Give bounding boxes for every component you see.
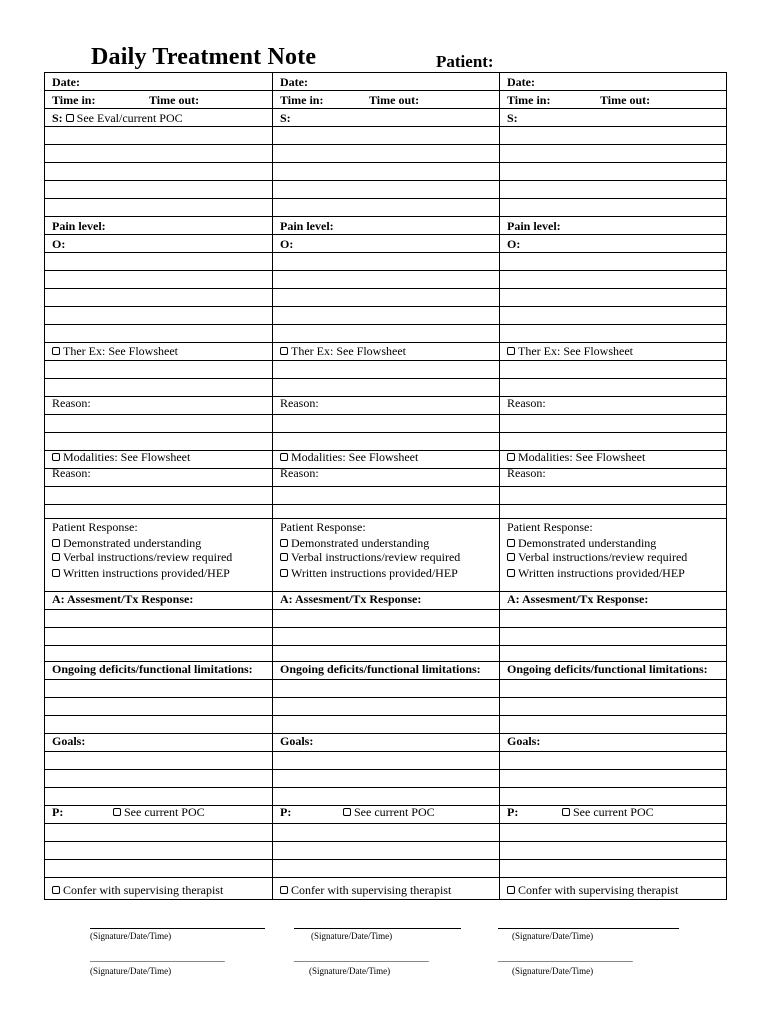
signature-caption: (Signature/Date/Time): [309, 966, 391, 976]
checkbox-icon[interactable]: [52, 453, 60, 461]
patient-response-label: Patient Response:: [507, 520, 593, 534]
plan-label: P:: [280, 805, 292, 819]
response-demonstrated-label: Demonstrated understanding: [518, 536, 657, 550]
date-label: Date:: [280, 75, 308, 89]
response-written-label: Written instructions provided/HEP: [291, 566, 458, 580]
response-demonstrated-label: Demonstrated understanding: [291, 536, 430, 550]
time-out-label: Time out:: [600, 93, 651, 107]
see-poc-row: [343, 805, 435, 819]
checkbox-icon[interactable]: [52, 539, 60, 547]
time-in-label: Time in:: [52, 93, 96, 107]
plan-label: P:: [52, 805, 64, 819]
ther-ex-row: [507, 344, 633, 358]
confer-label: Confer with supervising therapist: [63, 883, 224, 897]
response-verbal-label: Verbal instructions/review required: [63, 550, 233, 564]
page-title: Daily Treatment Note: [91, 44, 317, 70]
checkbox-icon[interactable]: [52, 569, 60, 577]
checkbox-icon[interactable]: [507, 569, 515, 577]
goals-label: Goals:: [52, 734, 86, 748]
subjective-row: [52, 111, 183, 125]
subjective-label: S:: [280, 111, 291, 125]
confer-row: [507, 883, 678, 897]
confer-row: [52, 883, 223, 897]
pain-level-label: Pain level:: [280, 219, 334, 233]
checkbox-icon[interactable]: [507, 886, 515, 894]
confer-label: Confer with supervising therapist: [291, 883, 452, 897]
response-demonstrated: [280, 536, 429, 550]
ongoing-deficits-label: Ongoing deficits/functional limitations:: [280, 662, 481, 676]
reason-label: Reason:: [52, 396, 91, 410]
date-label: Date:: [507, 75, 535, 89]
response-demonstrated-label: Demonstrated understanding: [63, 536, 202, 550]
checkbox-icon[interactable]: [507, 453, 515, 461]
pain-level-label: Pain level:: [507, 219, 561, 233]
ther-ex-row: [52, 344, 178, 358]
patient-label: Patient:: [436, 52, 494, 71]
checkbox-icon[interactable]: [52, 553, 60, 561]
ther-ex-row: [280, 344, 406, 358]
signature-caption: (Signature/Date/Time): [90, 931, 172, 941]
treatment-form: [44, 72, 727, 900]
ther-ex-label: Ther Ex: See Flowsheet: [291, 344, 406, 358]
reason-label: Reason:: [280, 396, 319, 410]
confer-row: [280, 883, 451, 897]
cosign-line[interactable]: ________________________________: [498, 953, 633, 963]
visit-column-2: [273, 73, 499, 899]
see-eval-label: See Eval/current POC: [76, 111, 183, 125]
subjective-label: S:: [507, 111, 518, 125]
see-poc-label: See current POC: [354, 805, 435, 819]
checkbox-icon[interactable]: [113, 808, 121, 816]
reason-label: Reason:: [507, 466, 546, 480]
checkbox-icon[interactable]: [343, 808, 351, 816]
checkbox-icon[interactable]: [280, 886, 288, 894]
cosign-line[interactable]: ________________________________: [294, 953, 429, 963]
ther-ex-label: Ther Ex: See Flowsheet: [63, 344, 178, 358]
time-in-label: Time in:: [280, 93, 324, 107]
modalities-row: [52, 450, 190, 464]
checkbox-icon[interactable]: [52, 347, 60, 355]
assessment-label: A: Assesment/Tx Response:: [52, 592, 194, 606]
time-out-label: Time out:: [149, 93, 200, 107]
objective-label: O:: [507, 237, 521, 251]
response-demonstrated: [507, 536, 656, 550]
checkbox-icon[interactable]: [280, 539, 288, 547]
reason-label: Reason:: [280, 466, 319, 480]
date-label: Date:: [52, 75, 80, 89]
time-out-label: Time out:: [369, 93, 420, 107]
assessment-label: A: Assesment/Tx Response:: [280, 592, 422, 606]
checkbox-icon[interactable]: [280, 347, 288, 355]
modalities-label: Modalities: See Flowsheet: [291, 450, 419, 464]
response-verbal: [507, 550, 687, 564]
response-written: [507, 566, 685, 580]
ongoing-deficits-label: Ongoing deficits/functional limitations:: [52, 662, 253, 676]
reason-label: Reason:: [52, 466, 91, 480]
reason-label: Reason:: [507, 396, 546, 410]
goals-label: Goals:: [280, 734, 314, 748]
response-written-label: Written instructions provided/HEP: [63, 566, 230, 580]
ongoing-deficits-label: Ongoing deficits/functional limitations:: [507, 662, 708, 676]
checkbox-icon[interactable]: [66, 114, 74, 122]
modalities-label: Modalities: See Flowsheet: [518, 450, 646, 464]
see-poc-label: See current POC: [124, 805, 205, 819]
see-poc-label: See current POC: [573, 805, 654, 819]
signature-caption: (Signature/Date/Time): [311, 931, 393, 941]
patient-response-label: Patient Response:: [280, 520, 366, 534]
checkbox-icon[interactable]: [507, 553, 515, 561]
cosign-line[interactable]: ________________________________: [90, 953, 225, 963]
plan-label: P:: [507, 805, 519, 819]
checkbox-icon[interactable]: [562, 808, 570, 816]
objective-label: O:: [280, 237, 294, 251]
checkbox-icon[interactable]: [507, 347, 515, 355]
goals-label: Goals:: [507, 734, 541, 748]
response-written: [280, 566, 458, 580]
response-written: [52, 566, 230, 580]
checkbox-icon[interactable]: [280, 553, 288, 561]
response-demonstrated: [52, 536, 201, 550]
visit-column-3: [500, 73, 727, 899]
checkbox-icon[interactable]: [507, 539, 515, 547]
pain-level-label: Pain level:: [52, 219, 106, 233]
signature-caption: (Signature/Date/Time): [512, 966, 594, 976]
subjective-label: S:: [52, 111, 63, 125]
ther-ex-label: Ther Ex: See Flowsheet: [518, 344, 633, 358]
checkbox-icon[interactable]: [52, 886, 60, 894]
see-poc-row: [113, 805, 205, 819]
patient-response-label: Patient Response:: [52, 520, 138, 534]
objective-label: O:: [52, 237, 66, 251]
signature-line[interactable]: [90, 928, 265, 929]
modalities-row: [280, 450, 418, 464]
checkbox-icon[interactable]: [280, 453, 288, 461]
confer-label: Confer with supervising therapist: [518, 883, 679, 897]
time-in-label: Time in:: [507, 93, 551, 107]
signature-caption: (Signature/Date/Time): [512, 931, 594, 941]
response-written-label: Written instructions provided/HEP: [518, 566, 685, 580]
signature-caption: (Signature/Date/Time): [90, 966, 172, 976]
signature-line[interactable]: [498, 928, 679, 929]
modalities-row: [507, 450, 645, 464]
assessment-label: A: Assesment/Tx Response:: [507, 592, 649, 606]
response-verbal-label: Verbal instructions/review required: [518, 550, 688, 564]
response-verbal: [280, 550, 460, 564]
response-verbal: [52, 550, 232, 564]
checkbox-icon[interactable]: [280, 569, 288, 577]
visit-column-1: [45, 73, 272, 899]
response-verbal-label: Verbal instructions/review required: [291, 550, 461, 564]
see-poc-row: [562, 805, 654, 819]
modalities-label: Modalities: See Flowsheet: [63, 450, 191, 464]
signature-line[interactable]: [294, 928, 461, 929]
